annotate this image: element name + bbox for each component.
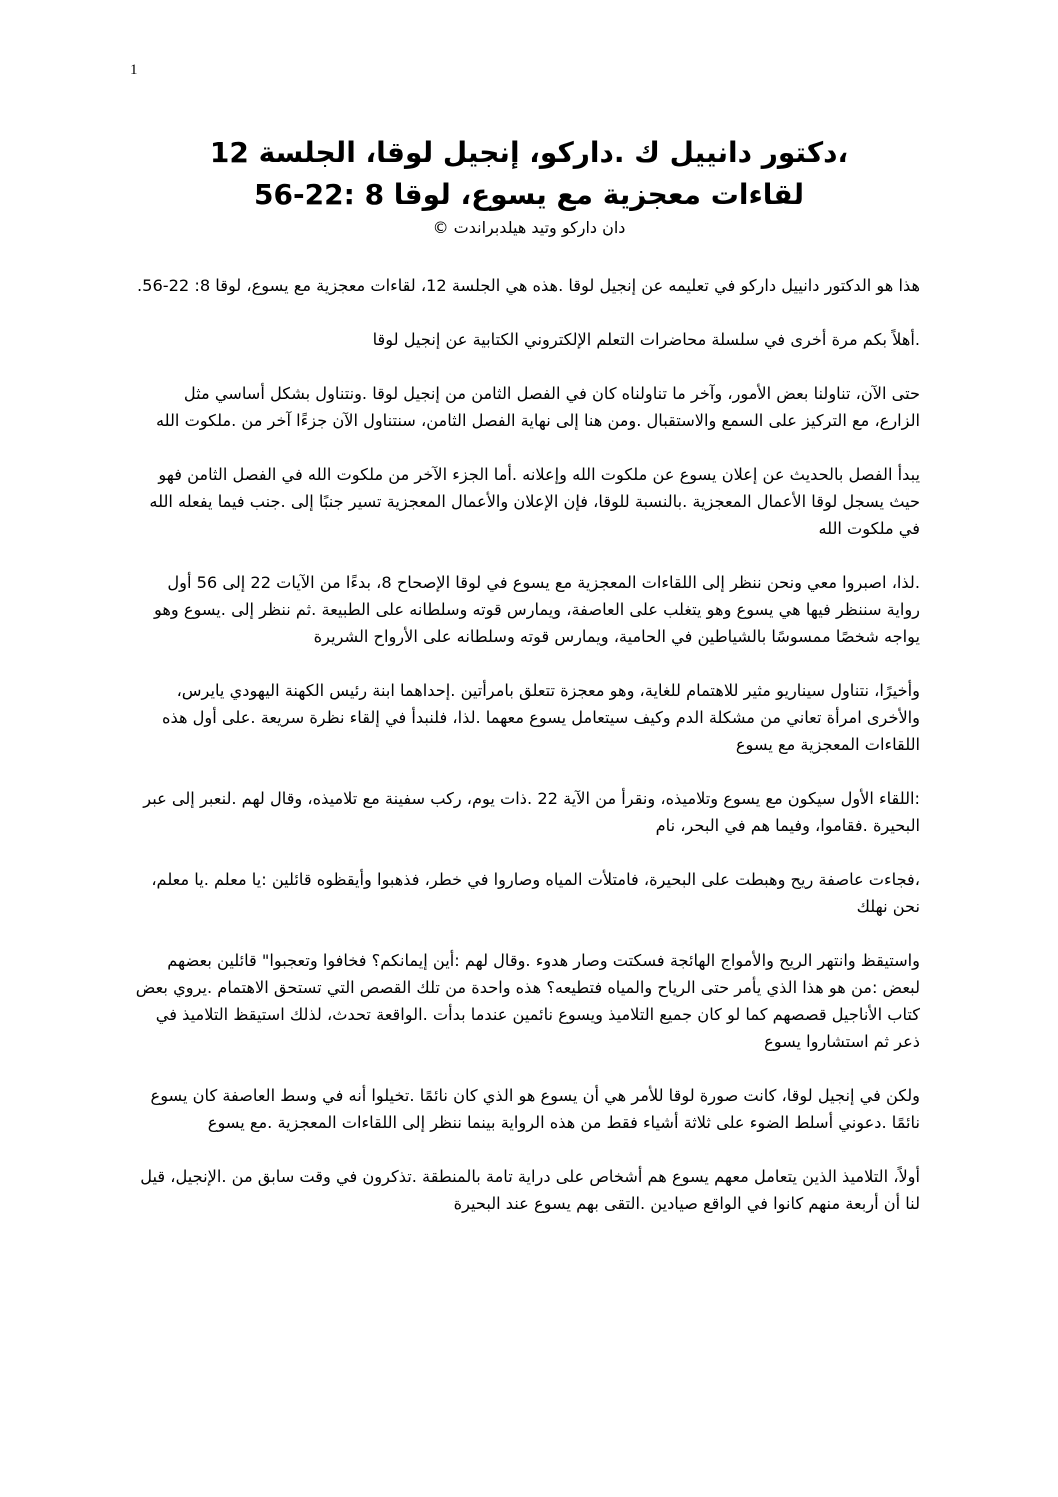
paragraph: ولكن في إنجيل لوقا، كانت صورة لوقا للأمر هي أن يسوع هو الذي كان نائمًا .تخيلوا أنه في وسط العاصفة كان يسوع نائمًا .دعوني أسلط الضوء على ثلاثة أشياء فقط من هذه الرواية بينما ننظر إلى اللقاءات المعجزية .مع يسوع: [150, 1086, 920, 1132]
copyright-line: دان داركو وتيد هيلدبراندت ©: [432, 218, 626, 237]
paragraph: وأخيرًا، نتناول سيناريو مثير للاهتمام للغاية، وهو معجزة تتعلق بامرأتين .إحداهما ابنة رئيس الكهنة اليهودي يايرس، والأخرى امرأة تعاني من مشكلة الدم وكيف سيتعامل يسوع معهما .لذا، فلنبدأ في إلقاء نظرة سريعة .على أول هذه اللقاءات المعجزية مع يسوع: [162, 681, 920, 754]
page-number: 1: [130, 62, 138, 78]
title-block: [120, 132, 938, 240]
paragraph: أولاً، التلاميذ الذين يتعامل معهم يسوع هم أشخاص على دراية تامة بالمنطقة .تذكرون في وقت سابق من .الإنجيل، قيل لنا أن أربعة منهم كانوا في الواقع صيادين .التقى بهم يسوع عند البحيرة: [140, 1167, 920, 1213]
paragraph: .أهلاً بكم مرة أخرى في سلسلة محاضرات التعلم الإلكتروني الكتابية عن إنجيل لوقا: [372, 330, 920, 349]
body-text: [135, 272, 920, 1244]
paragraph: واستيقظ وانتهر الريح والأمواج الهائجة فسكتت وصار هدوء .وقال لهم :أين إيمانكم؟ فخافوا وتعجبوا" قائلين بعضهم لبعض :من هو هذا الذي يأمر حتى الرياح والمياه فتطيعه؟ هذه واحدة من تلك القصص التي تستحق الاهتمام .يروي بعض كتاب الأناجيل قصصهم كما لو كان جميع التلاميذ ويسوع نائمين عندما بدأت .الواقعة تحدث، لذلك استيقظ التلاميذ في ذعر ثم استشاروا يسوع: [135, 951, 920, 1051]
page-title-line-2: لقاءات معجزية مع يسوع، لوقا 8 :22-56: [254, 178, 804, 211]
paragraph: :اللقاء الأول سيكون مع يسوع وتلاميذه، ونقرأ من الآية 22 .ذات يوم، ركب سفينة مع تلاميذه، وقال لهم .لنعبر إلى عبر البحيرة .فقاموا، وفيما هم في البحر، نام: [143, 789, 920, 835]
paragraph: هذا هو الدكتور دانييل داركو في تعليمه عن إنجيل لوقا .هذه هي الجلسة 12، لقاءات معجزية مع يسوع، لوقا 8: 22-56.: [136, 276, 920, 295]
page-title-line-1: ،دكتور دانييل ك .داركو، إنجيل لوقا، الجلسة 12: [209, 136, 849, 169]
paragraph: حتى الآن، تناولنا بعض الأمور، وآخر ما تناولناه كان في الفصل الثامن من إنجيل لوقا .ونتناول بشكل أساسي مثل الزارع، مع التركيز على السمع والاستقبال .ومن هنا إلى نهاية الفصل الثامن، سنتناول الآن جزءًا آخر من .ملكوت الله: [155, 384, 920, 430]
paragraph: يبدأ الفصل بالحديث عن إعلان يسوع عن ملكوت الله وإعلانه .أما الجزء الآخر من ملكوت الله في الفصل الثامن فهو حيث يسجل لوقا الأعمال المعجزية .بالنسبة للوقا، فإن الإعلان والأعمال المعجزية تسير جنبًا إلى .جنب فيما يفعله الله في ملكوت الله: [149, 465, 920, 538]
paragraph: .لذا، اصبروا معي ونحن ننظر إلى اللقاءات المعجزية مع يسوع في لوقا الإصحاح 8، بدءًا من الآيات 22 إلى 56 أول رواية سننظر فيها هي يسوع وهو يتغلب على العاصفة، ويمارس قوته وسلطانه على الطبيعة .ثم ننظر إلى .يسوع وهو يواجه شخصًا ممسوسًا بالشياطين في الحامية، ويمارس قوته وسلطانه على الأرواح الشريرة: [153, 573, 920, 646]
paragraph: ،فجاءت عاصفة ريح وهبطت على البحيرة، فامتلأت المياه وصاروا في خطر، فذهبوا وأيقظوه قائلين :يا معلم .يا معلم، نحن نهلك: [151, 870, 920, 916]
